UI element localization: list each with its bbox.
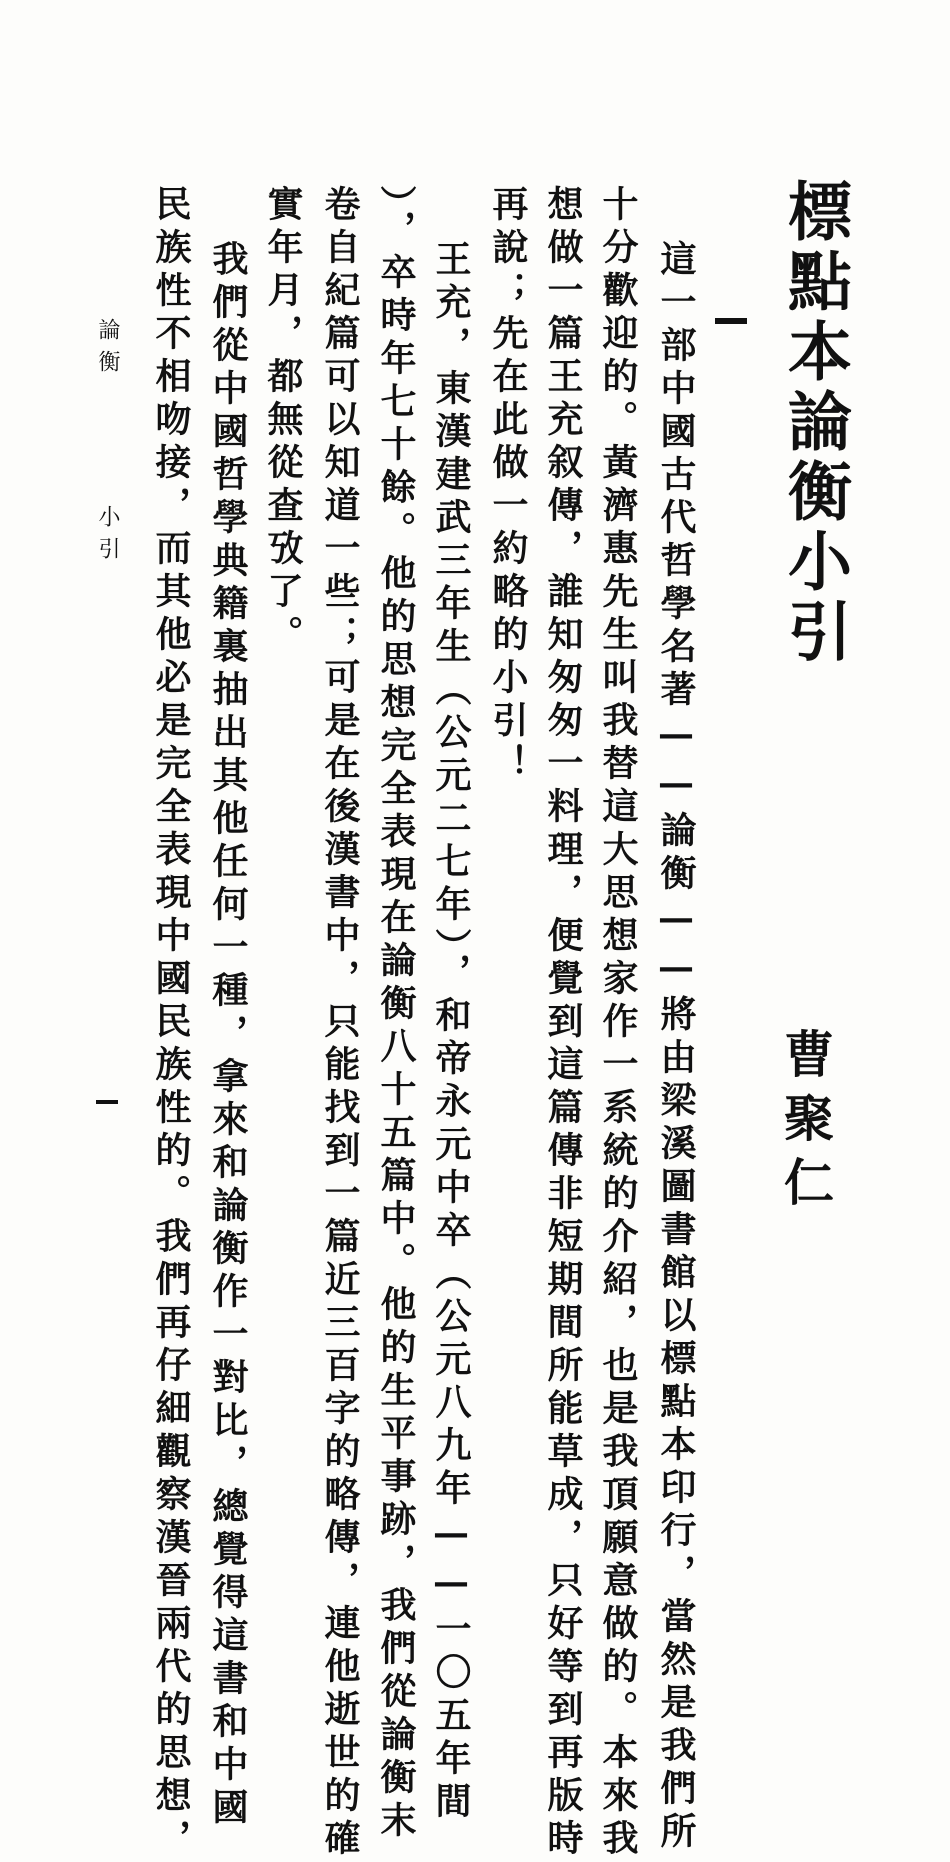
- text-column: 我們從中國哲學典籍裏抽出其他任何一種，拿來和論衡作一對比，總覺得這書和中國: [207, 240, 249, 1831]
- text-column: ），卒時年七十餘。他的思想完全表現在論衡八十五篇中。他的生平事跡，我們從論衡末: [375, 185, 417, 1844]
- footer-book-title: 論衡: [95, 318, 120, 382]
- page-number: [96, 1092, 118, 1124]
- section-number-mark: [715, 318, 747, 324]
- page-title: 標點本論衡小引: [777, 178, 852, 668]
- text-column: 想做一篇王充叙傳，誰知匆匆一料理，便覺到這篇傳非短期間所能草成，只好等到再版時: [542, 185, 584, 1862]
- text-column: 實年月，都無從查攷了。: [262, 185, 304, 658]
- text-column: 再說；先在此做一約略的小引！: [487, 185, 529, 787]
- text-column: 民族性不相吻接，而其他必是完全表現中國民族性的。我們再仔細觀察漢晉兩代的思想，: [150, 185, 192, 1862]
- text-column: 王充，東漢建武三年生（公元二七年），和帝永元中卒（公元八九年——一〇五年間: [430, 240, 472, 1825]
- text-column: 十分歡迎的。黃濟惠先生叫我替這大思想家作一系統的介紹，也是我頂願意做的。本來我: [597, 185, 639, 1862]
- text-column: 卷自紀篇可以知道一些；可是在後漢書中，只能找到一篇近三百字的略傳，連他逝世的確: [319, 185, 361, 1862]
- footer-chapter: 小引: [95, 505, 120, 569]
- author-name: 曹聚仁: [776, 1028, 835, 1220]
- text-column: 這一部中國古代哲學名著——論衡——將由梁溪圖書館以標點本印行，當然是我們所: [655, 240, 697, 1855]
